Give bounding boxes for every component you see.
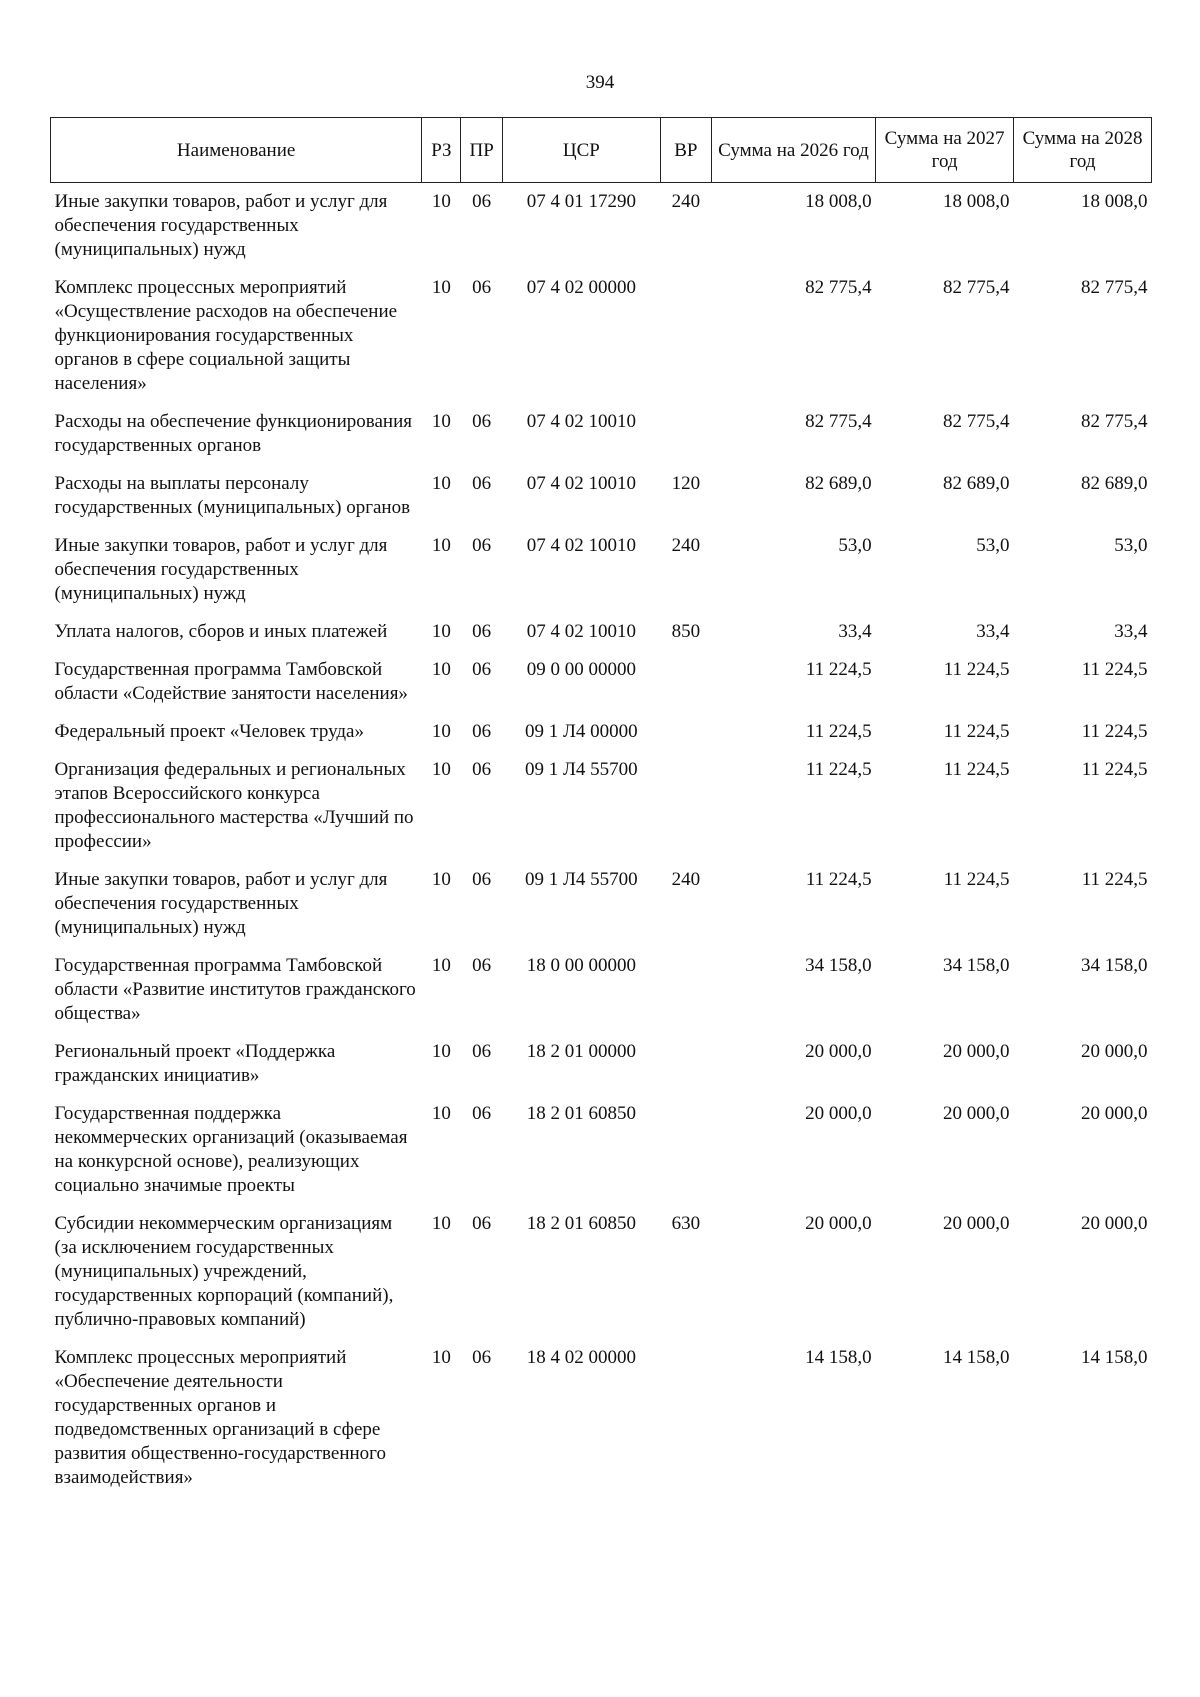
header-sum-2026: Сумма на 2026 год [711, 118, 875, 183]
row-sum-2026: 11 224,5 [805, 721, 872, 742]
table-row [51, 1205, 1152, 1339]
row-sum-2026: 20 000,0 [805, 1103, 872, 1124]
row-sum-2028: 11 224,5 [1081, 759, 1148, 780]
row-rz: 10 [431, 535, 451, 556]
row-sum-2028: 82 689,0 [1081, 473, 1148, 494]
row-sum-2026: 53,0 [838, 535, 872, 556]
row-rz: 10 [431, 1347, 451, 1368]
row-sum-2028: 53,0 [1114, 535, 1148, 556]
row-sum-2026: 82 775,4 [805, 277, 872, 298]
row-rz: 10 [431, 411, 451, 432]
table-row [51, 1095, 1152, 1205]
table-row [51, 751, 1152, 861]
row-sum-2028: 20 000,0 [1081, 1041, 1148, 1062]
row-name: Расходы на выплаты персоналу государственных (муниципальных) органов [54, 473, 411, 518]
row-rz: 10 [431, 1103, 451, 1124]
row-sum-2026: 11 224,5 [805, 659, 872, 680]
row-sum-2028: 20 000,0 [1081, 1213, 1148, 1234]
row-csr: 18 4 02 00000 [526, 1347, 636, 1368]
row-sum-2028: 34 158,0 [1081, 955, 1148, 976]
row-name: Иные закупки товаров, работ и услуг для обеспечения государственных (муниципальных) нужд [54, 869, 388, 938]
row-name: Государственная поддержка некоммерческих организаций (оказываемая на конкурсной основе), реализующих социально значимые проекты [54, 1103, 408, 1196]
row-vr [660, 651, 711, 713]
row-csr: 18 2 01 00000 [526, 1041, 636, 1062]
row-rz: 10 [431, 1041, 451, 1062]
row-sum-2027: 82 775,4 [943, 277, 1010, 298]
table-row [51, 613, 1152, 651]
row-vr: 630 [671, 1213, 701, 1234]
row-pr: 06 [472, 191, 492, 212]
row-pr: 06 [472, 659, 492, 680]
row-sum-2027: 20 000,0 [943, 1103, 1010, 1124]
table-row [51, 527, 1152, 613]
row-name: Субсидии некоммерческим организациям (за исключением государственных (муниципальных) учреждений, государственных корпораций (компаний), публично-правовых компаний) [54, 1213, 394, 1330]
row-sum-2026: 11 224,5 [805, 869, 872, 890]
row-name: Федеральный проект «Человек труда» [54, 721, 364, 742]
row-name: Иные закупки товаров, работ и услуг для обеспечения государственных (муниципальных) нужд [54, 191, 388, 260]
header-pr: ПР [461, 118, 502, 183]
row-pr: 06 [472, 869, 492, 890]
row-sum-2027: 20 000,0 [943, 1213, 1010, 1234]
header-sum-2028: Сумма на 2028 год [1014, 118, 1152, 183]
row-sum-2027: 11 224,5 [943, 721, 1010, 742]
row-rz: 10 [431, 621, 451, 642]
row-rz: 10 [431, 721, 451, 742]
row-sum-2028: 20 000,0 [1081, 1103, 1148, 1124]
row-vr [660, 947, 711, 1033]
table-row [51, 269, 1152, 403]
row-vr [660, 713, 711, 751]
row-sum-2028: 11 224,5 [1081, 659, 1148, 680]
row-name: Расходы на обеспечение функционирования государственных органов [54, 411, 412, 456]
row-vr: 850 [671, 621, 701, 642]
row-vr [660, 1095, 711, 1205]
row-vr: 120 [671, 473, 701, 494]
row-sum-2028: 82 775,4 [1081, 411, 1148, 432]
row-sum-2027: 82 689,0 [943, 473, 1010, 494]
row-name: Региональный проект «Поддержка гражданских инициатив» [54, 1041, 336, 1086]
row-name: Организация федеральных и региональных этапов Всероссийского конкурса профессионального мастерства «Лучший по профессии» [54, 759, 414, 852]
row-pr: 06 [472, 1041, 492, 1062]
row-sum-2026: 82 775,4 [805, 411, 872, 432]
row-vr [660, 1339, 711, 1497]
row-sum-2028: 82 775,4 [1081, 277, 1148, 298]
header-name: Наименование [51, 118, 422, 183]
row-rz: 10 [431, 659, 451, 680]
budget-table [50, 117, 1152, 1497]
row-pr: 06 [472, 621, 492, 642]
row-sum-2027: 53,0 [976, 535, 1010, 556]
row-sum-2028: 11 224,5 [1081, 869, 1148, 890]
row-sum-2026: 20 000,0 [805, 1041, 872, 1062]
row-pr: 06 [472, 277, 492, 298]
page-number: 394 [585, 72, 615, 93]
row-name: Государственная программа Тамбовской области «Содействие занятости населения» [54, 659, 408, 704]
row-pr: 06 [472, 759, 492, 780]
row-vr: 240 [671, 535, 701, 556]
row-name: Государственная программа Тамбовской области «Развитие институтов гражданского общества» [54, 955, 416, 1024]
row-sum-2027: 11 224,5 [943, 759, 1010, 780]
row-name: Комплекс процессных мероприятий «Осуществление расходов на обеспечение функционирования государственных органов в сфере социальной защиты населения» [54, 277, 398, 394]
row-csr: 07 4 02 10010 [526, 411, 636, 432]
row-vr [660, 269, 711, 403]
row-rz: 10 [431, 277, 451, 298]
row-rz: 10 [431, 869, 451, 890]
row-name: Уплата налогов, сборов и иных платежей [54, 621, 388, 642]
row-csr: 18 0 00 00000 [526, 955, 636, 976]
row-pr: 06 [472, 411, 492, 432]
row-pr: 06 [472, 1347, 492, 1368]
row-sum-2026: 20 000,0 [805, 1213, 872, 1234]
row-sum-2026: 18 008,0 [805, 191, 872, 212]
row-sum-2027: 11 224,5 [943, 869, 1010, 890]
table-row [51, 713, 1152, 751]
header-csr: ЦСР [502, 118, 660, 183]
row-sum-2027: 11 224,5 [943, 659, 1010, 680]
row-rz: 10 [431, 1213, 451, 1234]
row-sum-2027: 82 775,4 [943, 411, 1010, 432]
row-sum-2027: 14 158,0 [943, 1347, 1010, 1368]
row-csr: 07 4 02 10010 [526, 473, 636, 494]
row-vr: 240 [671, 191, 701, 212]
row-rz: 10 [431, 955, 451, 976]
table-row [51, 183, 1152, 270]
table-row [51, 651, 1152, 713]
row-sum-2027: 34 158,0 [943, 955, 1010, 976]
row-name: Комплекс процессных мероприятий «Обеспечение деятельности государственных органов и подведомственных организаций в сфере развития общественно-государственного взаимодействия» [54, 1347, 386, 1488]
table-row [51, 861, 1152, 947]
row-pr: 06 [472, 535, 492, 556]
row-pr: 06 [472, 1213, 492, 1234]
row-rz: 10 [431, 759, 451, 780]
table-row [51, 1033, 1152, 1095]
row-csr: 07 4 02 10010 [526, 535, 636, 556]
row-pr: 06 [472, 473, 492, 494]
row-sum-2026: 34 158,0 [805, 955, 872, 976]
row-vr [660, 1033, 711, 1095]
row-csr: 09 1 Л4 55700 [525, 759, 638, 780]
row-vr: 240 [671, 869, 701, 890]
row-sum-2028: 11 224,5 [1081, 721, 1148, 742]
table-row [51, 947, 1152, 1033]
table-row [51, 1339, 1152, 1497]
row-sum-2026: 11 224,5 [805, 759, 872, 780]
row-csr: 18 2 01 60850 [526, 1103, 636, 1124]
row-rz: 10 [431, 191, 451, 212]
row-vr [660, 751, 711, 861]
row-sum-2027: 33,4 [976, 621, 1010, 642]
row-sum-2026: 82 689,0 [805, 473, 872, 494]
row-csr: 07 4 02 10010 [526, 621, 636, 642]
header-rz: РЗ [422, 118, 461, 183]
row-csr: 18 2 01 60850 [526, 1213, 636, 1234]
row-pr: 06 [472, 1103, 492, 1124]
row-sum-2027: 18 008,0 [943, 191, 1010, 212]
row-sum-2026: 33,4 [838, 621, 872, 642]
table-row [51, 465, 1152, 527]
row-csr: 07 4 02 00000 [526, 277, 636, 298]
row-csr: 09 0 00 00000 [526, 659, 636, 680]
row-csr: 09 1 Л4 00000 [525, 721, 638, 742]
table-body [51, 183, 1152, 1498]
row-csr: 09 1 Л4 55700 [525, 869, 638, 890]
row-sum-2028: 14 158,0 [1081, 1347, 1148, 1368]
row-sum-2028: 33,4 [1114, 621, 1148, 642]
row-sum-2027: 20 000,0 [943, 1041, 1010, 1062]
row-csr: 07 4 01 17290 [526, 191, 636, 212]
row-pr: 06 [472, 955, 492, 976]
row-rz: 10 [431, 473, 451, 494]
header-sum-2027: Сумма на 2027 год [876, 118, 1014, 183]
header-vr: ВР [660, 118, 711, 183]
row-vr [660, 403, 711, 465]
table-header-row [51, 118, 1152, 183]
row-sum-2028: 18 008,0 [1081, 191, 1148, 212]
row-pr: 06 [472, 721, 492, 742]
row-sum-2026: 14 158,0 [805, 1347, 872, 1368]
row-name: Иные закупки товаров, работ и услуг для обеспечения государственных (муниципальных) нужд [54, 535, 388, 604]
table-row [51, 403, 1152, 465]
